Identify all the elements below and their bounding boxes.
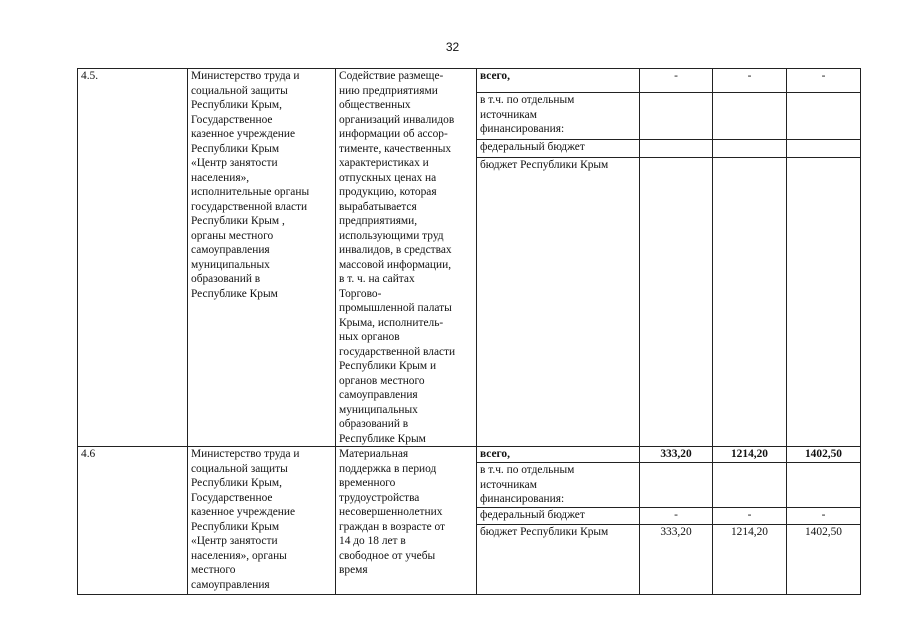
sources-value-3 <box>787 93 861 140</box>
sources-value-3 <box>787 463 861 508</box>
sources-label: в т.ч. по отдельным источникам финансирования: <box>477 93 640 140</box>
sources-value-2 <box>713 93 787 140</box>
federal-value-2: - <box>713 507 787 524</box>
sources-value-1 <box>640 93 713 140</box>
total-label: всего, <box>477 69 640 93</box>
regional-value-1: 333,20 <box>640 524 713 594</box>
item-number: 4.6 <box>78 447 188 595</box>
description-cell: Материальная поддержка в период временного трудоустройства несовершеннолетних граждан в возрасте от 14 до 18 лет в свободное от учебы время <box>336 447 477 595</box>
total-value-3: 1402,50 <box>787 447 861 463</box>
regional-value-3 <box>787 158 861 447</box>
regional-value-3: 1402,50 <box>787 524 861 594</box>
total-label: всего, <box>477 447 640 463</box>
program-table <box>77 68 861 595</box>
regional-value-2 <box>713 158 787 447</box>
sources-value-1 <box>640 463 713 508</box>
total-value-3: - <box>787 69 861 93</box>
sources-label: в т.ч. по отдельным источникам финансирования: <box>477 463 640 508</box>
regional-label: бюджет Республики Крым <box>477 158 640 447</box>
total-value-1: - <box>640 69 713 93</box>
regional-label: бюджет Республики Крым <box>477 524 640 594</box>
federal-value-1 <box>640 140 713 158</box>
executor-cell: Министерство труда и социальной защиты Республики Крым, Государственное казенное учреждение Республики Крым «Центр занятости населения», исполнительные органы государственной власти Республики Крым , органы местного самоуправления муниципальных образований в Республике Крым <box>188 69 336 447</box>
federal-label: федеральный бюджет <box>477 507 640 524</box>
item-number: 4.5. <box>78 69 188 447</box>
total-value-2: - <box>713 69 787 93</box>
page-number: 32 <box>445 40 460 54</box>
total-value-1: 333,20 <box>640 447 713 463</box>
description-cell: Содействие размеще- нию предприятиями общественных организаций инвалидов информации об ассор- тименте, качественных характеристиках и отпускных ценах на продукцию, которая вырабатывается предприятиями, использующими труд инвалидов, в средствах массовой информации, в т. ч. на сайтах Торгово- промышленной палаты Крыма, исполнитель- ных органов государственной власти Республики Крым и органов местного самоуправления муниципальных образований в Республике Крым <box>336 69 477 447</box>
sources-value-2 <box>713 463 787 508</box>
regional-value-1 <box>640 158 713 447</box>
federal-value-1: - <box>640 507 713 524</box>
table-row <box>78 447 861 463</box>
total-value-2: 1214,20 <box>713 447 787 463</box>
regional-value-2: 1214,20 <box>713 524 787 594</box>
table-row <box>78 69 861 93</box>
federal-value-3: - <box>787 507 861 524</box>
federal-value-3 <box>787 140 861 158</box>
federal-label: федеральный бюджет <box>477 140 640 158</box>
federal-value-2 <box>713 140 787 158</box>
executor-cell: Министерство труда и социальной защиты Республики Крым, Государственное казенное учреждение Республики Крым «Центр занятости населения», органы местного самоуправления <box>188 447 336 595</box>
